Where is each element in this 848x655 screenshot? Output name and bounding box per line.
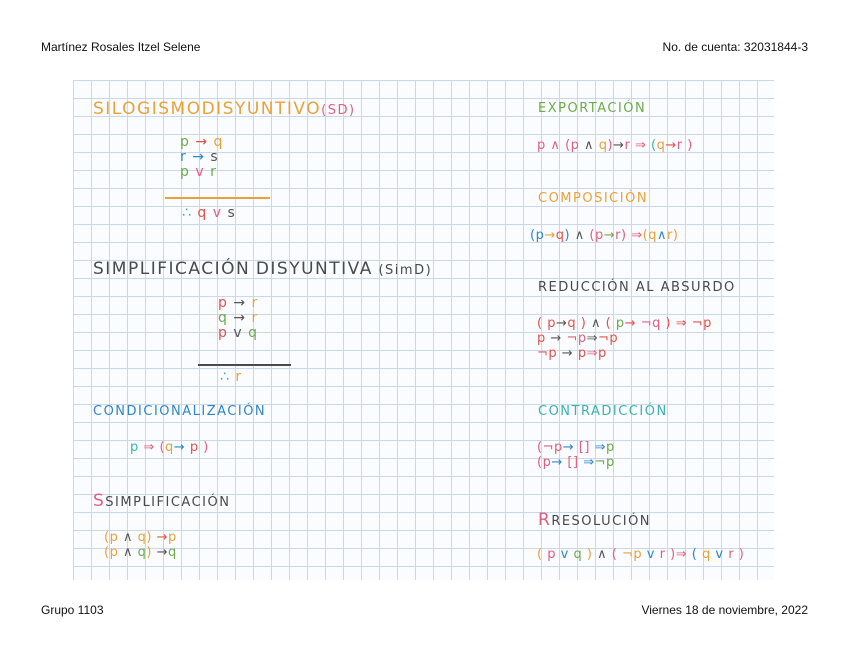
contra-title: CONTRADICCIÓN — [538, 404, 668, 419]
cond-title: CONDICIONALIZACIÓN — [93, 404, 267, 419]
simp-lines — [104, 530, 177, 560]
simd-premises — [218, 296, 258, 341]
author-name: Martínez Rosales Itzel Selene — [41, 40, 201, 54]
simp-line-1: (p ∧ q) →p — [104, 530, 177, 545]
simd-rule-line — [198, 364, 291, 366]
exp-expr: p ∧ (p ∧ q)→r ⇒ (q→r ) — [537, 138, 693, 153]
contra-lines — [537, 440, 615, 470]
red-lines — [537, 316, 712, 361]
res-title: RRESOLUCIÓN — [538, 510, 652, 530]
date-label: Viernes 18 de noviembre, 2022 — [641, 603, 808, 617]
sd-title — [93, 99, 356, 119]
sd-rule-line — [165, 197, 270, 199]
sd-conclusion: ∴ q v s — [182, 205, 236, 221]
res-expr: ( p v q ) ∧ ( ¬p v r )⇒ ( q v r ) — [537, 547, 745, 562]
comp-expr: (p→q) ∧ (p→r) ⇒(q∧r) — [530, 228, 679, 243]
sd-title-b: DISYUNTIVO — [201, 99, 322, 119]
red-line-1: ( p→q ) ∧ ( p→ ¬q ) ⇒ ¬p — [537, 316, 712, 331]
simd-line-1: p → r — [218, 295, 259, 311]
contra-line-1: (¬p→ [] ⇒p — [537, 440, 615, 455]
sd-line-3: p v r — [180, 164, 217, 180]
red-title: REDUCCIÓN AL ABSURDO — [538, 280, 736, 295]
cond-expr: p ⇒ (q→ p ) — [130, 440, 209, 455]
group-label: Grupo 1103 — [41, 603, 104, 617]
simd-line-3: p v q — [218, 325, 258, 341]
simd-line-2: q → r — [218, 310, 259, 326]
sd-line-2: r → s — [180, 149, 219, 165]
simd-title: SIMPLIFICACIÓN DISYUNTIVA (SimD) — [93, 259, 433, 279]
account-number: No. de cuenta: 32031844-3 — [662, 40, 808, 54]
sd-title-a: SILOGISMO — [93, 99, 202, 119]
simd-conclusion: ∴ r — [220, 369, 243, 385]
simp-title: SSIMPLIFICACIÓN — [93, 491, 231, 511]
sd-premises — [180, 135, 223, 180]
comp-title: COMPOSICIÓN — [538, 191, 649, 206]
simp-line-2: (p ∧ q) →q — [104, 545, 177, 560]
exp-title: EXPORTACIÓN — [538, 101, 647, 116]
red-line-2: p → ¬p⇒¬p — [537, 331, 619, 346]
sd-line-1: p → q — [180, 134, 224, 150]
sd-title-c: (SD) — [321, 103, 356, 118]
contra-line-2: (p→ [] ⇒¬p — [537, 455, 615, 470]
red-line-3: ¬p → p⇒p — [537, 346, 607, 361]
